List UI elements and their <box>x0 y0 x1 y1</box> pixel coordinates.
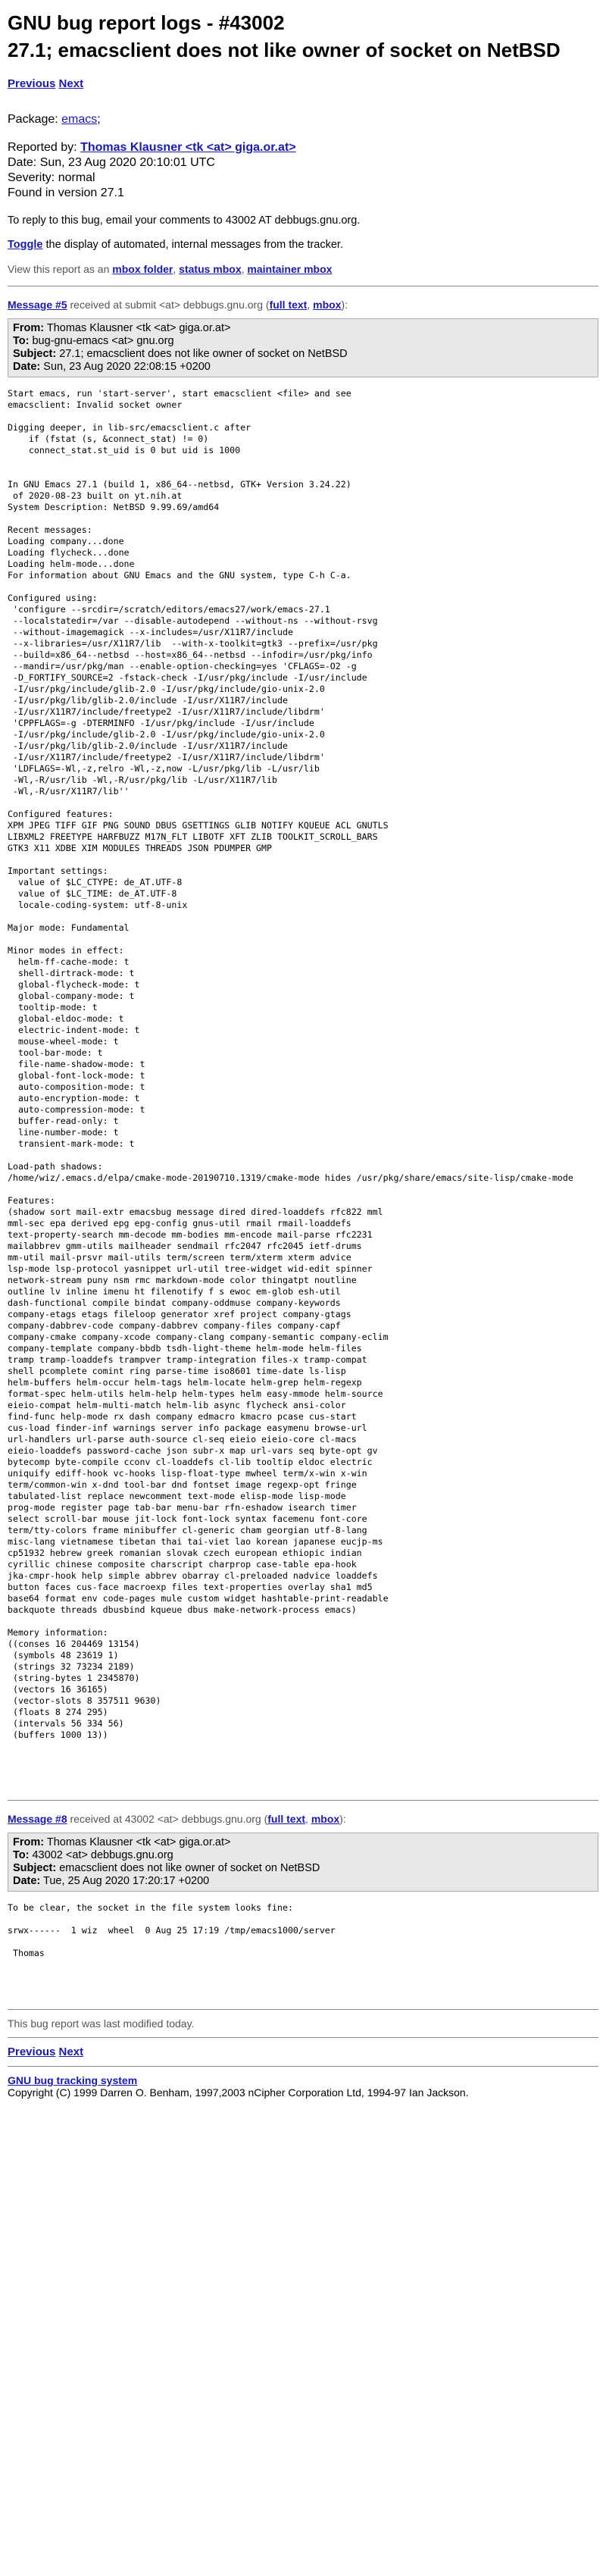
date-label: Date: <box>13 1875 41 1887</box>
full-text-link[interactable]: full text <box>269 299 308 311</box>
previous-link[interactable]: Previous <box>8 2045 56 2058</box>
full-text-link[interactable]: full text <box>267 1813 306 1825</box>
package-link[interactable]: emacs <box>61 113 98 126</box>
message-heading <box>8 1813 598 1825</box>
to-label: To: <box>13 1849 30 1861</box>
divider <box>8 2037 598 2038</box>
date-header <box>13 361 593 374</box>
from-header <box>13 1836 593 1849</box>
copyright: Copyright (C) 1999 Darren O. Benham, 1997,2003 nCipher Corporation Ltd, 1994-97 Ian Jackson. <box>8 2086 469 2099</box>
date-label: Date: <box>13 361 41 373</box>
message-heading-close: ): <box>339 1813 346 1825</box>
from-value: Thomas Klausner <tk <at> giga.or.at> <box>44 322 231 334</box>
package-label: Package: <box>8 113 62 126</box>
to-header <box>13 1849 593 1862</box>
next-link[interactable]: Next <box>58 2045 84 2058</box>
subject-label: Subject: <box>13 348 57 360</box>
subject-value: 27.1; emacsclient does not like owner of socket on NetBSD <box>56 348 348 360</box>
page-title-line-2: 27.1; emacsclient does not like owner of socket on NetBSD <box>8 39 561 61</box>
message-heading-close: ): <box>341 299 348 311</box>
message-headers <box>8 318 598 377</box>
top-nav <box>8 77 598 90</box>
date-value: Tue, 25 Aug 2020 17:20:17 +0200 <box>40 1875 210 1887</box>
divider <box>8 1800 598 1801</box>
reporter-link[interactable]: Thomas Klausner <tk <at> giga.or.at> <box>80 141 296 154</box>
last-modified-note: This bug report was last modified today. <box>8 2017 195 2030</box>
divider <box>8 2009 598 2010</box>
severity: Severity: normal <box>8 171 95 184</box>
to-label: To: <box>13 335 30 347</box>
bug-tracking-system-link[interactable]: GNU bug tracking system <box>8 2074 138 2086</box>
maintainer-mbox-link[interactable]: maintainer mbox <box>247 263 333 275</box>
from-label: From: <box>13 322 45 334</box>
package-line <box>8 113 598 127</box>
mbox-link[interactable]: mbox <box>313 299 342 311</box>
found-version: Found in version 27.1 <box>8 186 124 199</box>
message-received: received at 43002 <at> debbugs.gnu.org ( <box>67 1813 268 1825</box>
bottom-nav <box>8 2045 598 2058</box>
message-received: received at submit <at> debbugs.gnu.org ( <box>67 299 270 311</box>
message-headers <box>8 1833 598 1892</box>
to-value: 43002 <at> debbugs.gnu.org <box>29 1849 173 1861</box>
view-as-prefix: View this report as an <box>8 263 113 275</box>
subject-label: Subject: <box>13 1862 57 1874</box>
page-title <box>8 9 598 64</box>
message-body: Start emacs, run 'start-server', start emacsclient <file> and see emacsclient: Invalid socket owner Digging deeper, in lib-src/emacsclient.c after if (fstat (s, &connect_stat) != 0) connect_stat.st_uid is 0 but uid is 1000 In GNU Emacs 27.1 (build 1, x86_64--netbsd, GTK+ Version 3.24.22) of 2020-08-23 built on yt.nih.at System Description: NetBSD 9.99.69/amd64 Recent messages: Loading company...done Loading flycheck...done Loading helm-mode...done For information about GNU Emacs and the GNU system, type C-h C-a. Configured using: 'configure --srcdir=/scratch/editors/emacs27/work/emacs-27.1 --localstatedir=/var --disable-autodepend --without-ns --without-rsvg --without-imagemagick --x-includes=/usr/X11R7/include --x-libraries=/usr/X11R7/lib --with-x-toolkit=gtk3 --prefix=/usr/pkg --build=x86_64--netbsd --host=x86_64--netbsd --infodir=/usr/pkg/info --mandir=/usr/pkg/man --enable-option-checking=yes 'CFLAGS=-O2 -g -D_FORTIFY_SOURCE=2 -fstack-check -I/usr/pkg/include -I/usr/include -I/usr/pkg/include/glib-2.0 -I/usr/pkg/include/gio-unix-2.0 -I/usr/pkg/lib/glib-2.0/include -I/usr/X11R7/include -I/usr/X11R7/include/freetype2 -I/usr/X11R7/include/libdrm' 'CPPFLAGS=-g -DTERMINFO -I/usr/pkg/include -I/usr/include -I/usr/pkg/include/glib-2.0 -I/usr/pkg/include/gio-unix-2.0 -I/usr/pkg/lib/glib-2.0/include -I/usr/X11R7/include -I/usr/X11R7/include/freetype2 -I/usr/X11R7/include/libdrm' 'LDFLAGS=-Wl,-z,relro -Wl,-z,now -L/usr/pkg/lib -L/usr/lib -Wl,-R/usr/lib -Wl,-R/usr/pkg/lib -L/usr/X11R7/lib -Wl,-R/usr/X11R7/lib'' Configured features: XPM JPEG TIFF GIF PNG SOUND DBUS GSETTINGS GLIB NOTIFY KQUEUE ACL GNUTLS LIBXML2 FREETYPE HARFBUZZ M17N_FLT LIBOTF XFT ZLIB TOOLKIT_SCROLL_BARS GTK3 X11 XDBE XIM MODULES THREADS JSON PDUMPER GMP Important settings: value of $LC_CTYPE: de_AT.UTF-8 value of $LC_TIME: de_AT.UTF-8 locale-coding-system: utf-8-unix Major mode: Fundamental Minor modes in effect: helm-ff-cache-mode: t shell-dirtrack-mode: t global-flycheck-mode: t global-company-mode: t tooltip-mode: t global-eldoc-mode: t electric-indent-mode: t mouse-wheel-mode: t tool-bar-mode: t file-name-shadow-mode: t global-font-lock-mode: t auto-composition-mode: t auto-encryption-mode: t auto-compression-mode: t buffer-read-only: t line-number-mode: t transient-mark-mode: t Load-path shadows: /home/wiz/.emacs.d/elpa/cmake-mode-20190710.1319/cmake-mode hides /usr/pkg/share/emacs/site-lisp/cmake-mode Features: (shadow sort mail-extr emacsbug message dired dired-loaddefs rfc822 mml mml-sec epa derived epg epg-config gnus-util rmail rmail-loaddefs text-property-search mm-decode mm-bodies mm-encode mail-parse rfc2231 mailabbrev gmm-utils mailheader sendmail rfc2047 rfc2045 ietf-drums mm-util mail-prsvr mail-utils term/screen term/xterm xterm advice lsp-mode lsp-protocol yasnippet url-util tree-widget wid-edit spinner network-stream puny nsm rmc markdown-mode color thingatpt noutline outline lv inline imenu ht filenotify f s ewoc em-glob esh-util dash-functional compile bindat company-oddmuse company-keywords company-etags etags fileloop generator xref project company-gtags company-dabbrev-code company-dabbrev company-files company-capf company-cmake company-xcode company-clang company-semantic company-eclim company-template company-bbdb tsdh-light-theme helm-mode helm-files tramp tramp-loaddefs trampver tramp-integration files-x tramp-compat shell pcomplete comint ring parse-time iso8601 time-date ls-lisp helm-buffers helm-occur helm-tags helm-locate helm-grep helm-regexp format-spec helm-utils helm-help helm-types helm easy-mmode helm-source eieio-compat helm-multi-match helm-lib async flycheck ansi-color find-func help-mode rx dash company edmacro kmacro pcase cus-start cus-load finder-inf warnings server info package easymenu browse-url url-handlers url-parse auth-source cl-seq eieio eieio-core cl-macs eieio-loaddefs password-cache json subr-x map url-vars seq byte-opt gv bytecomp byte-compile cconv cl-loaddefs cl-lib tooltip eldoc electric uniquify ediff-hook vc-hooks lisp-float-type mwheel term/x-win x-win term/common-win x-dnd tool-bar dnd fontset image regexp-opt fringe tabulated-list replace newcomment text-mode elisp-mode lisp-mode prog-mode register page tab-bar menu-bar rfn-eshadow isearch timer select scroll-bar mouse jit-lock font-lock syntax facemenu font-core term/tty-colors frame minibuffer cl-generic cham georgian utf-8-lang misc-lang vietnamese tibetan thai tai-viet lao korean japanese eucjp-ms cp51932 hebrew greek romanian slovak czech european ethiopic indian cyrillic chinese composite charscript charprop case-table epa-hook jka-cmpr-hook help simple abbrev obarray cl-preloaded nadvice loaddefs button faces cus-face macroexp files text-properties overlay sha1 md5 base64 format env code-pages mule custom widget hashtable-print-readable backquote threads dbusbind kqueue dbus make-network-process emacs) Memory information: ((conses 16 204469 13154) (symbols 48 23619 1) (strings 32 73234 2189) (string-bytes 1 2345870) (vectors 16 36165) (vector-slots 8 357511 9630) (floats 8 274 295) (intervals 56 334 56) (buffers 1000 13)) <box>8 388 573 1740</box>
toggle-link[interactable]: Toggle <box>8 239 43 251</box>
view-as-separator: , <box>173 263 180 275</box>
message <box>8 1813 598 1959</box>
previous-link[interactable]: Previous <box>8 77 56 90</box>
page-title-line-1: GNU bug report logs - #43002 <box>8 11 285 34</box>
report-date: Date: Sun, 23 Aug 2020 20:10:01 UTC <box>8 156 215 169</box>
toggle-line <box>8 239 598 251</box>
next-link[interactable]: Next <box>58 77 84 90</box>
message-heading <box>8 299 598 311</box>
subject-value: emacsclient does not like owner of socket on NetBSD <box>56 1862 320 1874</box>
date-value: Sun, 23 Aug 2020 22:08:15 +0200 <box>40 361 211 373</box>
toggle-text: the display of automated, internal messages from the tracker. <box>42 239 343 251</box>
mbox-link[interactable]: mbox <box>311 1813 340 1825</box>
date-header <box>13 1875 593 1888</box>
footer <box>8 2074 598 2099</box>
status-mbox-link[interactable]: status mbox <box>179 263 242 275</box>
subject-header <box>13 348 593 361</box>
bug-metadata <box>8 140 598 201</box>
reply-instructions: To reply to this bug, email your comments to 43002 AT debbugs.gnu.org. <box>8 214 361 227</box>
divider <box>8 2066 598 2067</box>
reporter-line <box>8 140 598 155</box>
subject-header <box>13 1862 593 1875</box>
package-suffix: ; <box>97 113 101 126</box>
to-header <box>13 335 593 348</box>
message-link[interactable]: Message #5 <box>8 299 67 311</box>
message-link[interactable]: Message #8 <box>8 1813 67 1825</box>
message-separator: , <box>305 1813 311 1825</box>
view-as-line <box>8 263 598 275</box>
view-as-separator: , <box>241 263 248 275</box>
reporter-label: Reported by: <box>8 141 81 154</box>
message-body: To be clear, the socket in the file system looks fine: srwx------ 1 wiz wheel 0 Aug 25 17:19 /tmp/emacs1000/server Thomas <box>8 1902 336 1958</box>
to-value: bug-gnu-emacs <at> gnu.org <box>29 335 174 347</box>
from-value: Thomas Klausner <tk <at> giga.or.at> <box>44 1836 231 1848</box>
message-separator: , <box>307 299 314 311</box>
from-label: From: <box>13 1836 45 1848</box>
from-header <box>13 322 593 335</box>
message <box>8 299 598 1741</box>
mbox-folder-link[interactable]: mbox folder <box>112 263 173 275</box>
